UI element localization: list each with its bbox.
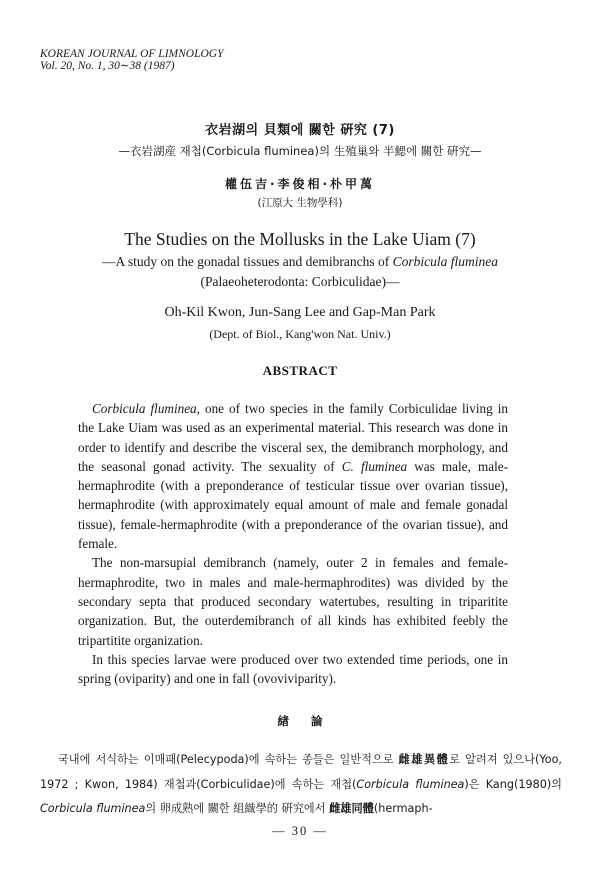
english-subtitle-line2: (Palaeoheterodonta: Corbiculidae)— xyxy=(200,274,400,289)
english-affiliation: (Dept. of Biol., Kang'won Nat. Univ.) xyxy=(209,327,391,341)
korean-title: 衣岩湖의 貝類에 關한 硏究 (7) xyxy=(205,123,395,138)
journal-volume: Vol. 20, No. 1, 30∼38 (1987) xyxy=(40,60,175,72)
abstract-paragraph-1 xyxy=(78,399,508,553)
body-text: 국내에 서식하는 이매패(Pelecypoda)에 속하는 종들은 일반적으로 xyxy=(58,753,399,766)
species-name: Corbicula fluminea xyxy=(40,802,146,815)
subtitle-species: Corbicula fluminea xyxy=(392,254,498,269)
abstract-paragraph-2: The non-marsupial demibranch (namely, outer 2 in females and female-hermaphrodite, two in males and male-hermaphrodites) was divided by the secondary septa that produced secondary watertubes, resulting in triparitite organization. But, the outerdemibranch of all kinds has exhibited feebly the tripartitite organization. xyxy=(78,555,508,648)
korean-affiliation: (江原大 生物學科) xyxy=(257,197,343,209)
page-number: — 30 — xyxy=(272,824,328,838)
species-name: Corbicula fluminea, xyxy=(92,401,200,416)
introduction-body xyxy=(40,748,562,822)
korean-subtitle: —衣岩湖産 재첩(Corbicula fluminea)의 生殖巢와 半鰓에 關한 硏究— xyxy=(118,144,482,158)
korean-authors: 權伍吉·李俊相·朴甲萬 xyxy=(224,177,376,191)
section-heading-introduction: 緖 論 xyxy=(277,714,323,728)
body-bold-term: 雌雄同體 xyxy=(329,802,374,815)
journal-citation xyxy=(40,48,223,72)
body-bold-term: 雌雄異體 xyxy=(398,753,450,766)
english-subtitle-line1 xyxy=(0,254,600,270)
body-text: (hermaph- xyxy=(373,802,433,815)
english-authors: Oh-Kil Kwon, Jun-Sang Lee and Gap-Man Park xyxy=(164,305,436,320)
body-text: )은 Kang(1980)의 xyxy=(464,777,562,791)
english-title: The Studies on the Mollusks in the Lake Uiam (7) xyxy=(124,229,476,249)
species-name: C. fluminea xyxy=(341,458,408,474)
abstract-text: was male, male-hermaphrodite (with a preponderance of testicular tissue over ovarian tissue), hermaphrodite (with approximately equal amount of male and female gonadal tissue), female-hermaphrodite (with a preponderance of the ovarian tissue), and female. xyxy=(78,458,508,552)
introduction-paragraph xyxy=(40,748,562,822)
abstract-body xyxy=(78,399,508,688)
journal-name: KOREAN JOURNAL OF LIMNOLOGY xyxy=(40,48,224,60)
subtitle-prefix: —A study on the gonadal tissues and demibranchs of xyxy=(102,254,393,269)
abstract-heading: ABSTRACT xyxy=(262,363,338,378)
body-text: 의 卵成熟에 關한 組織學的 硏究에서 xyxy=(145,802,330,815)
abstract-paragraph-3: In this species larvae were produced over two extended time periods, one in spring (oviparity) and one in fall (ovoviviparity). xyxy=(78,651,508,687)
abstract-text: one of two species in the family Corbiculidae living in the Lake Uiam was used as an experimental material. This research was done in order to identify and describe the visceral sex, the demibranch morphology, and the seasonal gonad activity. The sexuality of xyxy=(78,401,508,474)
species-name: Corbicula fluminea xyxy=(356,777,465,791)
body-text: 로 알려져 있으나(Yoo, 1972 ; Kwon, 1984) 재첩과(Corbiculidae)에 속하는 재첩( xyxy=(40,753,562,791)
